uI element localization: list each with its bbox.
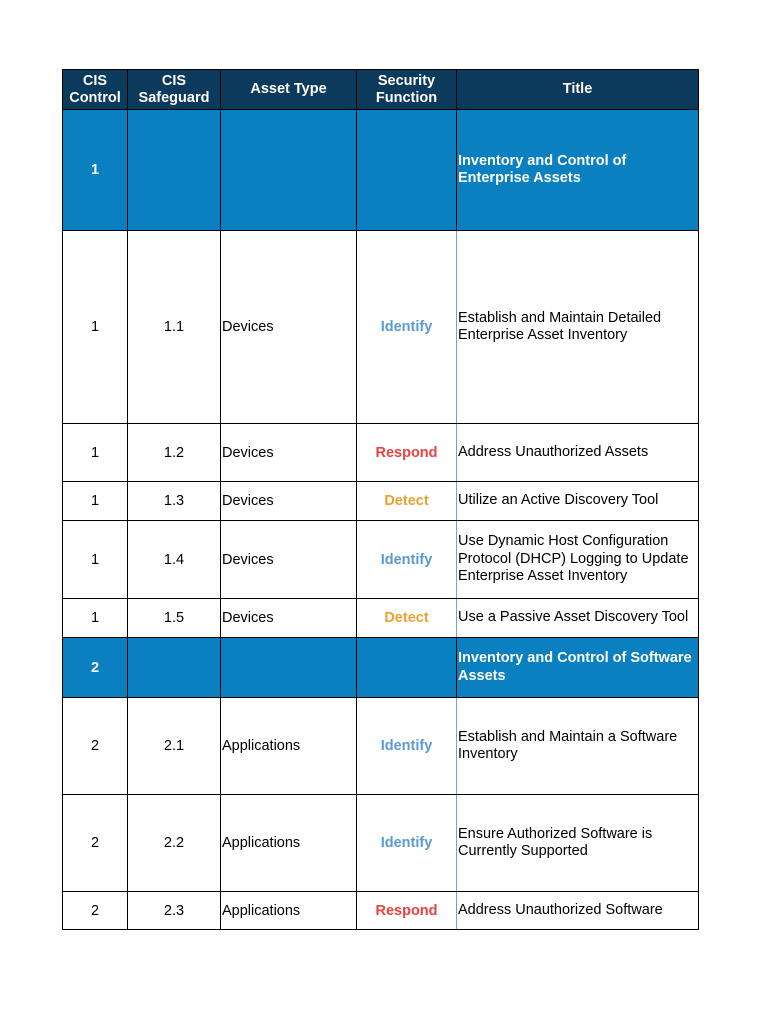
asset-type-cell: Devices (221, 231, 357, 424)
cis-control-cell: 2 (63, 795, 128, 892)
cis-control-cell: 2 (63, 698, 128, 795)
cis-control-cell: 1 (63, 110, 128, 231)
cis-safeguard-cell: 2.1 (128, 698, 221, 795)
cis-control-cell: 2 (63, 638, 128, 698)
asset-type-cell: Devices (221, 599, 357, 638)
asset-type-cell: Devices (221, 424, 357, 482)
cis-control-cell: 1 (63, 231, 128, 424)
header-cis-safeguard: CIS Safeguard (128, 70, 221, 110)
safeguard-row (63, 892, 699, 930)
security-function-cell: Identify (357, 521, 457, 599)
cis-safeguard-cell: 1.1 (128, 231, 221, 424)
title-cell: Inventory and Control of Enterprise Assets (457, 110, 699, 231)
header-asset-type: Asset Type (221, 70, 357, 110)
title-cell: Establish and Maintain a Software Inventory (457, 698, 699, 795)
cis-safeguard-cell: 1.4 (128, 521, 221, 599)
header-row (63, 70, 699, 110)
cis-safeguard-cell: 2.2 (128, 795, 221, 892)
title-cell: Use a Passive Asset Discovery Tool (457, 599, 699, 638)
cis-control-cell: 2 (63, 892, 128, 930)
safeguard-row (63, 795, 699, 892)
security-function-cell: Respond (357, 424, 457, 482)
cis-control-cell: 1 (63, 424, 128, 482)
cis-safeguard-cell: 2.3 (128, 892, 221, 930)
asset-type-cell: Applications (221, 698, 357, 795)
security-function-cell: Identify (357, 698, 457, 795)
cis-control-cell: 1 (63, 482, 128, 521)
cis-safeguard-cell: 1.5 (128, 599, 221, 638)
control-row (63, 110, 699, 231)
title-cell: Address Unauthorized Assets (457, 424, 699, 482)
title-cell: Address Unauthorized Software (457, 892, 699, 930)
cis-safeguard-cell (128, 110, 221, 231)
security-function-cell: Detect (357, 482, 457, 521)
safeguard-row (63, 521, 699, 599)
security-function-cell: Identify (357, 231, 457, 424)
asset-type-cell: Devices (221, 482, 357, 521)
security-function-cell: Respond (357, 892, 457, 930)
cis-safeguard-cell (128, 638, 221, 698)
cis-control-cell: 1 (63, 521, 128, 599)
asset-type-cell (221, 638, 357, 698)
asset-type-cell: Applications (221, 795, 357, 892)
cis-safeguard-cell: 1.2 (128, 424, 221, 482)
header-cis-control: CIS Control (63, 70, 128, 110)
cis-controls-table (62, 69, 699, 930)
security-function-cell (357, 638, 457, 698)
table-body (63, 110, 699, 930)
cis-safeguard-cell: 1.3 (128, 482, 221, 521)
cis-control-cell: 1 (63, 599, 128, 638)
safeguard-row (63, 698, 699, 795)
asset-type-cell: Applications (221, 892, 357, 930)
title-cell: Establish and Maintain Detailed Enterprise Asset Inventory (457, 231, 699, 424)
security-function-cell: Identify (357, 795, 457, 892)
safeguard-row (63, 231, 699, 424)
title-cell: Utilize an Active Discovery Tool (457, 482, 699, 521)
title-cell: Use Dynamic Host Configuration Protocol (DHCP) Logging to Update Enterprise Asset Inventory (457, 521, 699, 599)
title-cell: Inventory and Control of Software Assets (457, 638, 699, 698)
header-title: Title (457, 70, 699, 110)
security-function-cell: Detect (357, 599, 457, 638)
asset-type-cell (221, 110, 357, 231)
security-function-cell (357, 110, 457, 231)
asset-type-cell: Devices (221, 521, 357, 599)
safeguard-row (63, 599, 699, 638)
control-row (63, 638, 699, 698)
header-security-function: Security Function (357, 70, 457, 110)
safeguard-row (63, 482, 699, 521)
safeguard-row (63, 424, 699, 482)
title-cell: Ensure Authorized Software is Currently Supported (457, 795, 699, 892)
table-header (63, 70, 699, 110)
